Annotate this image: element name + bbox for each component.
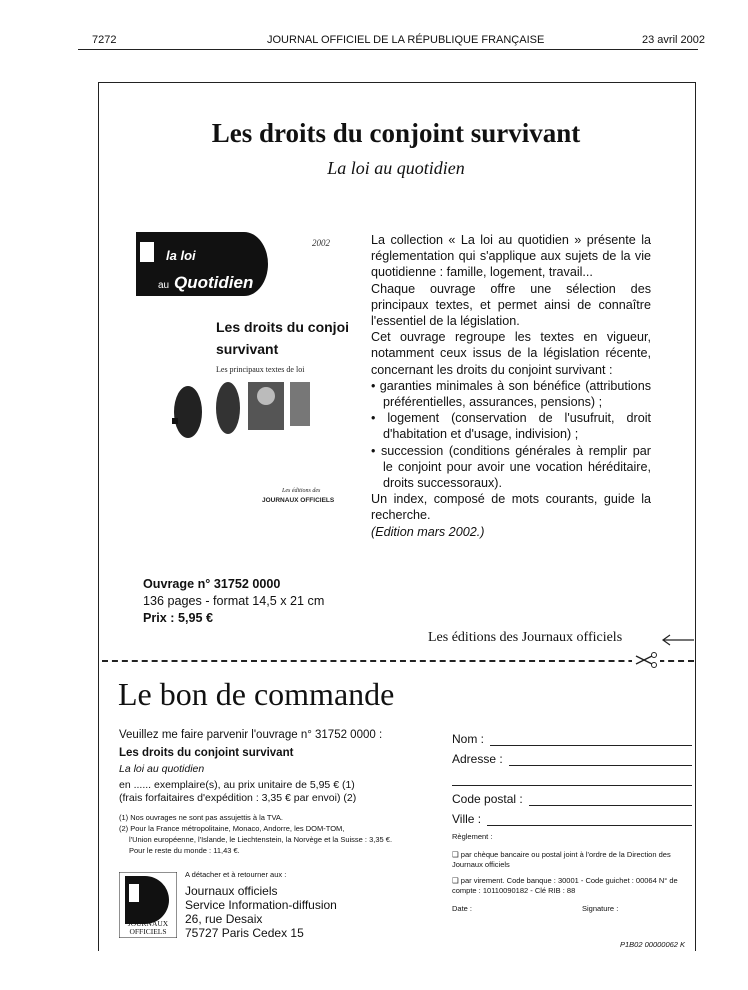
name-input-line[interactable] bbox=[490, 735, 692, 746]
order-notes bbox=[119, 812, 439, 856]
scissors-icon bbox=[632, 652, 660, 673]
note-item: l'Union européenne, l'Islande, le Liechtenstein, la Norvège et la Suisse : 3,35 €. bbox=[129, 835, 393, 844]
address-label: Adresse : bbox=[452, 752, 503, 766]
description-paragraph: Chaque ouvrage offre une sélection des principaux textes, et permet ainsi de connaître l'essentiel de la législation. bbox=[371, 281, 651, 329]
page-number: 7272 bbox=[92, 34, 117, 46]
journaux-officiels-logo bbox=[119, 872, 177, 938]
return-address bbox=[185, 884, 337, 940]
postal-code-field[interactable] bbox=[452, 786, 692, 806]
detach-label: A détacher et à retourner aux : bbox=[185, 870, 287, 879]
note-item: (2) Pour la France métropolitaine, Monaco, Andorre, les DOM-TOM, bbox=[119, 824, 345, 833]
pages-format: 136 pages - format 14,5 x 21 cm bbox=[143, 594, 325, 608]
logo-text-line: JOURNAUX bbox=[127, 919, 169, 928]
cover-title-line2: survivant bbox=[216, 341, 279, 357]
order-book-subtitle: La loi au quotidien bbox=[119, 763, 205, 775]
signature-label[interactable]: Signature : bbox=[582, 904, 619, 913]
edition-date: (Edition mars 2002.) bbox=[371, 524, 485, 539]
cover-publisher-small: Les éditions des bbox=[282, 488, 321, 494]
index-text: Un index, composé de mots courants, guide la recherche. bbox=[371, 492, 651, 523]
order-form-heading: Le bon de commande bbox=[118, 676, 395, 712]
customer-form bbox=[452, 726, 692, 826]
address-input-line[interactable] bbox=[509, 755, 692, 766]
postal-code-input-line[interactable] bbox=[529, 795, 692, 806]
editions-line: Les éditions des Journaux officiels bbox=[428, 630, 623, 645]
payment-transfer-option[interactable]: ❑ par virement. Code banque : 30001 - Code guichet : 00064 N° de compte : 10110090182 - Clé RIB : 88 bbox=[452, 876, 678, 895]
logo-text bbox=[120, 920, 176, 936]
ad-subtitle: La loi au quotidien bbox=[327, 158, 465, 178]
order-request bbox=[119, 727, 419, 805]
work-number: Ouvrage n° 31752 0000 bbox=[143, 577, 281, 591]
description-bullets bbox=[371, 378, 651, 491]
order-book-title: Les droits du conjoint survivant bbox=[119, 747, 294, 759]
description-paragraph: La collection « La loi au quotidien » présente la réglementation qui s'applique aux sujets de la vie quotidienne : famille, logement, travail... bbox=[371, 233, 651, 280]
bullet-item: • logement (conservation de l'usufruit, droit d'habitation et d'usage, indivision) ; bbox=[371, 411, 651, 442]
cover-brand-la: la loi bbox=[166, 248, 196, 263]
city-field[interactable] bbox=[452, 806, 692, 826]
name-label: Nom : bbox=[452, 732, 485, 746]
cover-brand-word: Quotidien bbox=[174, 273, 254, 292]
cover-title-line1: Les droits du conjoint bbox=[216, 319, 348, 335]
book-cover bbox=[136, 232, 348, 522]
address-line: 75727 Paris Cedex 15 bbox=[185, 926, 304, 940]
book-info bbox=[143, 576, 324, 627]
bullet-item: • succession (conditions générales à remplir par le conjoint pour avoir une vocation héréditaire, droits successoraux). bbox=[371, 443, 651, 491]
cover-publisher: JOURNAUX OFFICIELS bbox=[262, 497, 335, 504]
cover-subtitle: Les principaux textes de loi bbox=[216, 365, 305, 374]
note-item: (1) Nos ouvrages ne sont pas assujettis à la TVA. bbox=[119, 813, 283, 822]
cover-brand-au: au bbox=[158, 280, 170, 291]
ad-title: Les droits du conjoint survivant bbox=[211, 118, 581, 148]
postal-code-label: Code postal : bbox=[452, 792, 523, 806]
address-line: Service Information-diffusion bbox=[185, 898, 337, 912]
bullet-item: • garanties minimales à son bénéfice (attributions préférentielles, assurances, pensions) ; bbox=[371, 378, 651, 410]
request-text: Veuillez me faire parvenir l'ouvrage n° 31752 0000 : bbox=[119, 729, 383, 741]
page-date: 23 avril 2002 bbox=[642, 34, 705, 46]
reference-code: P1B02 00000062 K bbox=[620, 940, 686, 949]
book-cover-graphic bbox=[136, 232, 348, 522]
arrow-left-icon bbox=[660, 633, 696, 651]
address-field[interactable] bbox=[452, 746, 692, 766]
cut-line bbox=[102, 660, 694, 662]
city-input-line[interactable] bbox=[487, 815, 692, 826]
copies-line[interactable]: en ...... exemplaire(s), au prix unitaire de 5,95 € (1) bbox=[119, 779, 355, 791]
price: Prix : 5,95 € bbox=[143, 611, 214, 625]
payment-cheque-option[interactable]: ❑ par chèque bancaire ou postal joint à l'ordre de la Direction des Journaux officiels bbox=[452, 850, 671, 869]
note-item: Pour le reste du monde : 11,43 €. bbox=[129, 846, 240, 855]
cover-photo bbox=[172, 382, 310, 438]
header-rule bbox=[78, 49, 698, 50]
journal-title: JOURNAL OFFICIEL DE LA RÉPUBLIQUE FRANÇAISE bbox=[267, 34, 545, 46]
shipping-line: (frais forfaitaires d'expédition : 3,35 € par envoi) (2) bbox=[119, 792, 357, 804]
logo-text-line: OFFICIELS bbox=[129, 927, 167, 936]
date-label[interactable]: Date : bbox=[452, 904, 473, 913]
address-line: Journaux officiels bbox=[185, 884, 278, 898]
name-field[interactable] bbox=[452, 726, 692, 746]
description-paragraph: Cet ouvrage regroupe les textes en vigueur, notamment ceux issus de la législation récente, concernant les droits du conjoint survivant : bbox=[371, 330, 651, 377]
address-line: 26, rue Desaix bbox=[185, 912, 263, 926]
cover-year: 2002 bbox=[312, 238, 330, 248]
city-label: Ville : bbox=[452, 812, 482, 826]
address-input-line-2[interactable] bbox=[452, 775, 692, 786]
address-extra-field[interactable] bbox=[452, 766, 692, 786]
payment-label: Règlement : bbox=[452, 832, 493, 841]
ad-description bbox=[371, 232, 651, 540]
